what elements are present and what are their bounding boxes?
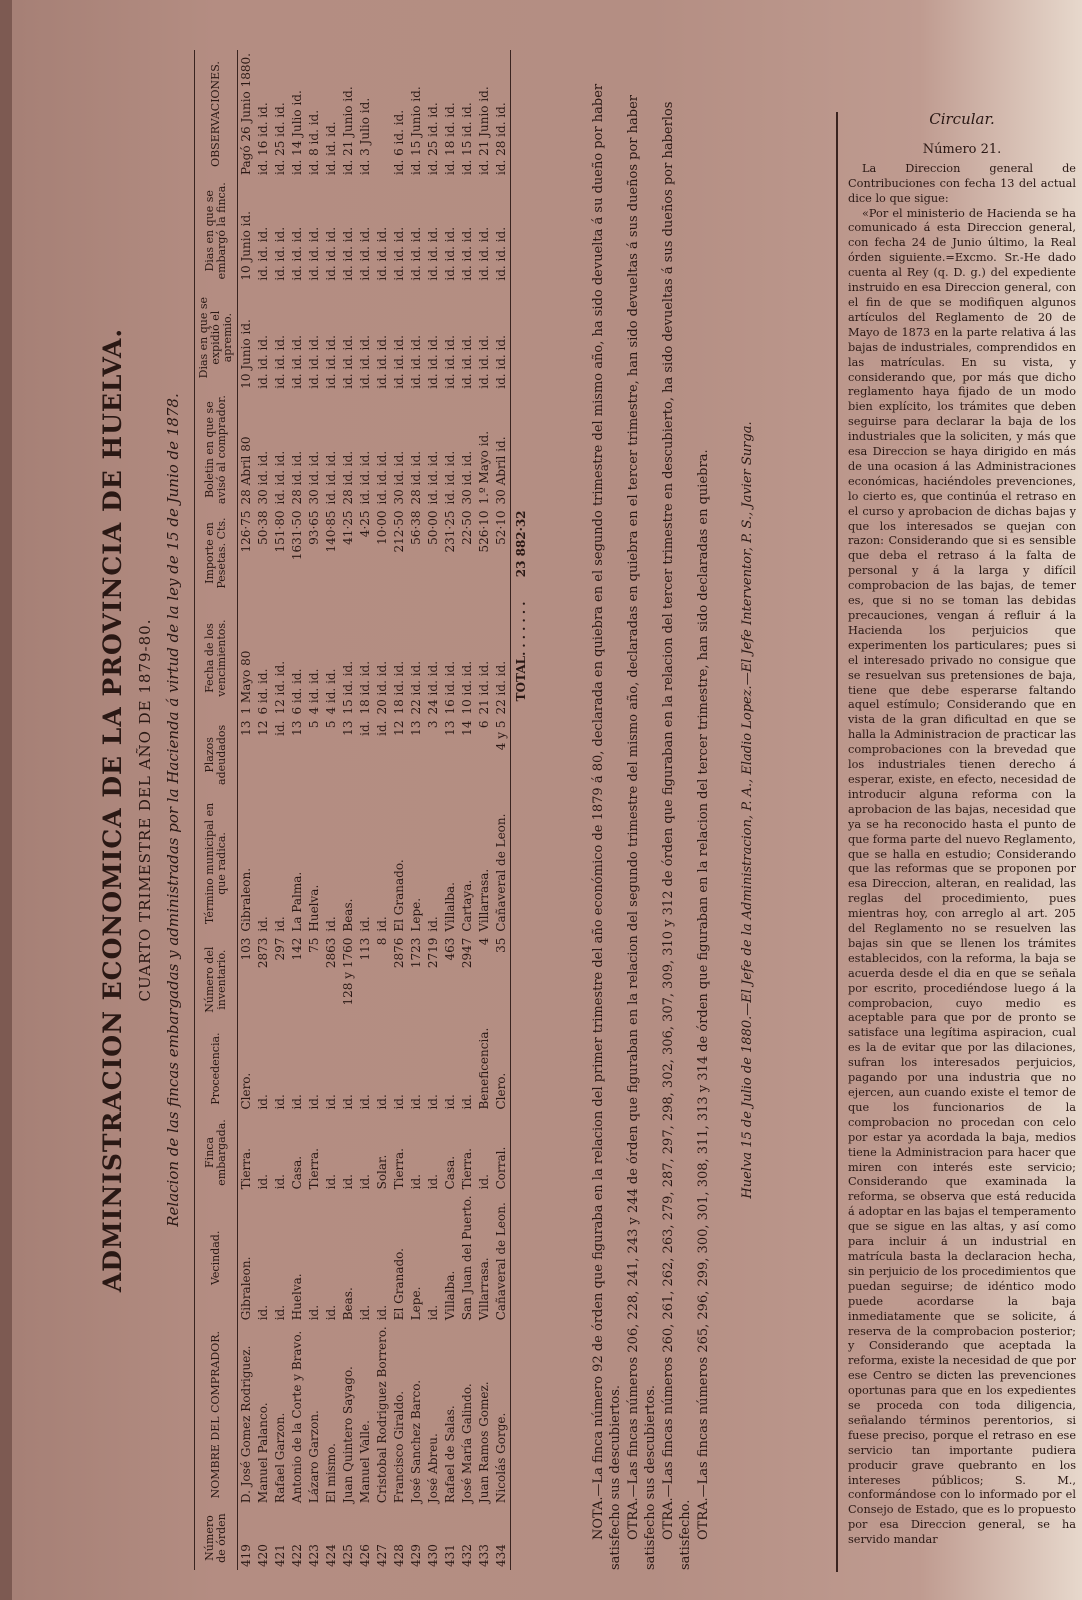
- table-cell: Nicolás Gorge.: [494, 1412, 508, 1504]
- table-cell: 16 id. id.: [443, 660, 457, 715]
- table-cell: [511, 1113, 531, 1193]
- table-cell: 526·10: [477, 510, 491, 553]
- table-row: [323, 50, 340, 1570]
- circular-paragraph: «Por el ministerio de Hacienda se ha comunicado á esta Direccion general, con fecha 24 de Junio último, la Real órden siguiente.=Excmo. Sr.-He dado cuenta al Rey (q. D. g.) del expediente instruido en esa Direccion general, con el fin de que se modifiquen algunos artículos del Reglamento de 20 de Mayo de 1873 en la parte relativa á las bajas de industriales, comprendidos en las matrículas. En su vista, y considerando que, por más que dicho reglamento haya fijado de un modo bien explícito, los trámites que deben seguirse para declarar la baja de los industriales que la soliciten, y más que esa Direccion se haya dirigido en más de una ocasion á las Administraciones económicas, haciéndoles prevenciones, lo cierto es, que continúa el retraso en el curso y aprobacion de dichas bajas y que los interesados se quejan con razon: Considerando que si es sensible que deba el retraso á la falta de personal y á la larga y difícil comprobacion de las bajas, de temer es, que si no se toman las debidas precauciones, vengan á refluir á la Hacienda los perjuicios que experimenten los particulares; pues si el interesado privado no consigue que se resuelvan sus pretensiones de baja, tiene que debe esperarse faltando aquel estímulo; Considerando que en vista de la gran dificultad en que se halla la Administracion de practicar las comprobaciones con la brevedad que los industriales tienen derecho á esperar, existe, en efecto, necesidad de introducir alguna reforma con la aprobacion de las bajas, necesidad que ya se ha reconocido hasta el punto de que forma parte del nuevo Reglamento, que se halla en estudio; Considerando que las reformas que se proponen por esa Direccion, alteran, en realidad, las reglas del procedimiento, pues mientras hoy, con arreglo al art. 205 del Reglamento no se resuelven las bajas sin que se llenen los trámites establecidos, con la reforma, la baja se acuerda desde el dia en que se señala por escrito, procediéndose luego á la comprobacion, cuyo medio es aceptable para que por de pronto se satisface una legítima aspiracion, cual es la de evitar que por las dilaciones, sufran los interesados perjuicios, pagando por una industria que no ejercen, aun cuando existe el temor de que los funcionarios de la comprobacion no procedan con celo por estar ya acordada la baja, medios tiene la Administracion para hacer que miren con interés este servicio; Considerando que examinada la reforma, se observa que está reducida á adoptar en las bajas el temperamento que se sigue en las altas, y así como para incluir á un industrial en matrícula basta la declaracion hecha, sin perjuicio de los procedimientos que puedan seguirse; de idéntico modo puede acordarse la baja inmediatamente que se solicite, á reserva de la comprobacion posterior; y Considerando que aceptada la reforma, existe la necesidad de que por ese Centro se dicten las prevenciones oportunas para que en los expedientes se proceda con toda diligencia, señalando términos perentorios, si fuese preciso, porque el retraso en ese servicio tan importante pudiera producir grave quebranto en los intereses públicos; S. M., conformándose con lo informado por el Consejo de Estado, que es lo propuesto por esa Direccion general, se ha servido mandar: [848, 206, 1076, 1547]
- table-cell: 1631·50: [290, 510, 304, 561]
- table-cell: id.: [341, 1174, 355, 1190]
- table-cell: id.: [426, 1304, 440, 1321]
- table-cell: 1.º Mayo id.: [477, 430, 491, 505]
- column-header: Dias en que se expidió el apremio.: [195, 284, 238, 392]
- table-cell: id. id. id.: [392, 226, 406, 281]
- table-cell: 93·65: [307, 510, 321, 545]
- table-row: [442, 50, 459, 1570]
- table-row: [306, 50, 323, 1570]
- circular-paragraph: La Direccion general de Contribuciones con fecha 13 del actual dice lo que sigue:: [848, 161, 1076, 205]
- table-cell: id. id. id.: [494, 335, 508, 389]
- document-title: ADMINISTRACION ECONOMICA DE LA PROVINCIA DE HUELVA.: [98, 327, 127, 1293]
- table-cell: El mismo.: [324, 1443, 338, 1504]
- table-cell: id. id. id.: [477, 226, 491, 281]
- table-cell: 28 id. id.: [409, 450, 423, 505]
- column-header: Vecindad.: [195, 1192, 238, 1323]
- table-cell: 2863: [324, 937, 338, 969]
- table-cell: 13: [443, 720, 457, 736]
- table-cell: Villalba.: [443, 1270, 457, 1321]
- table-cell: 22 id. id.: [409, 660, 423, 715]
- table-cell: Casa.: [290, 1155, 304, 1190]
- table-cell: Francisco Giraldo.: [392, 1390, 406, 1504]
- table-cell: 4 id. id.: [324, 668, 338, 715]
- table-cell: id. id. id.: [426, 450, 440, 505]
- table-cell: Cristobal Rodriguez Borrero.: [375, 1326, 389, 1504]
- table-cell: 13: [239, 720, 253, 736]
- table-cell: id.: [375, 916, 389, 932]
- column-header: Boletin en que se avisó al comprador.: [195, 392, 238, 508]
- table-cell: Villalba.: [443, 882, 457, 932]
- table-cell: 103: [239, 937, 253, 961]
- table-cell: 18 id. id.: [358, 660, 372, 715]
- table-cell: 5: [324, 720, 338, 729]
- table-row: [476, 50, 493, 1570]
- table-cell: id. id. id.: [443, 450, 457, 505]
- table-cell: 30 id. id.: [460, 450, 474, 505]
- circular-number: Número 21.: [922, 141, 1002, 157]
- table-cell: id.: [256, 1094, 270, 1110]
- table-cell: 231·25: [443, 510, 457, 553]
- table-cell: 2947: [460, 937, 474, 969]
- table-cell: 431: [443, 1544, 457, 1567]
- total-label: TOTAL. . . . . . .: [511, 599, 531, 718]
- table-cell: id. 8 id. id.: [307, 109, 321, 176]
- table-cell: [511, 178, 531, 284]
- table-cell: id.: [375, 1304, 389, 1321]
- table-cell: id. id. id.: [324, 121, 338, 176]
- table-cell: id.: [358, 916, 372, 932]
- table-cell: id. 15 Junio id.: [409, 86, 423, 176]
- table-cell: [511, 392, 531, 508]
- table-cell: id.: [307, 1094, 321, 1110]
- table-cell: 1 Mayo 80: [239, 650, 253, 715]
- table-cell: id.: [409, 1174, 423, 1190]
- table-cell: id. 25 id. id.: [426, 102, 440, 176]
- table-row: [391, 50, 408, 1570]
- rotated-content: [90, 30, 825, 1590]
- table-cell: 422: [290, 1544, 304, 1567]
- table-row: [357, 50, 374, 1570]
- table-cell: id. id. id.: [324, 450, 338, 505]
- table-cell: José Abreu.: [426, 1433, 440, 1504]
- note: OTRA.—Las fincas números 265, 296, 299, 300, 301, 308, 311, 313 y 314 de órden que figuraban en la relacion del tercer trimestre, han sido declaradas en quiebra.: [696, 449, 711, 1540]
- table-cell: id. id. id.: [375, 226, 389, 281]
- table-cell: 30 id. id.: [256, 450, 270, 505]
- table-cell: 4 id. id.: [307, 668, 321, 715]
- table-cell: id. id. id.: [358, 226, 372, 281]
- table-cell: Cartaya.: [460, 879, 474, 932]
- column-header: OBSERVACIONES.: [195, 50, 238, 178]
- table-cell: La Palma.: [290, 871, 304, 932]
- table-cell: [511, 718, 531, 793]
- table-cell: 18 id. id.: [392, 660, 406, 715]
- table-cell: id.: [409, 1094, 423, 1110]
- table-body: [238, 50, 531, 1570]
- document-intro: Relacion de las fincas embargadas y administradas por la Hacienda á virtud de la ley de 15 de Junio de 1878.: [164, 393, 182, 1227]
- table-cell: id. id. id.: [426, 335, 440, 389]
- table-cell: 28 id. id.: [290, 450, 304, 505]
- table-cell: id. id. id.: [460, 226, 474, 281]
- table-row: [255, 50, 272, 1570]
- table-cell: id. id. id.: [392, 335, 406, 389]
- table-row: [340, 50, 357, 1570]
- table-cell: id. id. id.: [307, 226, 321, 281]
- table-cell: id. 3 Julio id.: [358, 97, 372, 176]
- table-cell: id. id. id.: [290, 226, 304, 281]
- table-cell: [511, 1323, 531, 1506]
- table-cell: id.: [307, 1304, 321, 1321]
- table-cell: id. id. id.: [460, 335, 474, 389]
- table-row: [493, 50, 511, 1570]
- table-row: [408, 50, 425, 1570]
- table-cell: Tierra.: [392, 1148, 406, 1190]
- table-cell: id. id. id.: [290, 335, 304, 389]
- table-cell: id.: [375, 720, 389, 736]
- table-cell: 126·75: [239, 510, 253, 553]
- table-cell: id.: [392, 1094, 406, 1110]
- column-header: Importe en Pesetas. Cts.: [195, 507, 238, 598]
- table-cell: José Sanchez Barco.: [409, 1379, 423, 1504]
- table-cell: 50·00: [426, 510, 440, 545]
- table-cell: 52·10: [494, 510, 508, 545]
- table-cell: 420: [256, 1544, 270, 1567]
- table-cell: El Granado.: [392, 859, 406, 932]
- table-cell: 35: [494, 937, 508, 953]
- table-cell: Lázaro Garzon.: [307, 1410, 321, 1504]
- table-cell: id. id. id.: [375, 335, 389, 389]
- table-header: [195, 50, 238, 1570]
- table-cell: 426: [358, 1544, 372, 1567]
- table-cell: 21 id. id.: [477, 660, 491, 715]
- rotated-table-region: [90, 30, 825, 1590]
- table-cell: id.: [273, 916, 287, 932]
- table-cell: id.: [256, 916, 270, 932]
- table-cell: id.: [290, 1094, 304, 1110]
- table-cell: 22·50: [460, 510, 474, 545]
- table-cell: 75: [307, 937, 321, 953]
- table-cell: id. id. id.: [358, 450, 372, 505]
- table-cell: 419: [239, 1544, 253, 1567]
- circular-heading: Circular.: [929, 112, 995, 128]
- table-cell: 13: [341, 720, 355, 736]
- table-cell: 41·25: [341, 510, 355, 545]
- table-cell: Gibraleon.: [239, 867, 253, 932]
- table-cell: id.: [324, 1174, 338, 1190]
- table-cell: id.: [358, 1094, 372, 1110]
- table-cell: id. id. id.: [256, 226, 270, 281]
- note: OTRA.—Las fincas números 260, 261, 262, 263, 279, 287, 297, 298, 302, 306, 307, 309, 310 y 312 de órden que figuraban en la relacion del tercer trimestre en descubierto, ha sido devueltas á sus dueños por haberlos satisfecho.: [661, 101, 693, 1570]
- table-cell: id.: [324, 1304, 338, 1321]
- table-cell: Huelva.: [307, 884, 321, 932]
- table-cell: 22 id. id.: [494, 660, 508, 715]
- table-cell: Rafael Garzon.: [273, 1412, 287, 1504]
- table-cell: id.: [324, 1094, 338, 1110]
- table-cell: 4·25: [358, 510, 372, 538]
- column-header: NOMBRE DEL COMPRADOR.: [195, 1323, 238, 1506]
- table-cell: id.: [358, 1174, 372, 1190]
- table-cell: 15 id. id.: [341, 660, 355, 715]
- table-cell: 424: [324, 1544, 338, 1567]
- table-cell: id. id. id.: [273, 450, 287, 505]
- table-cell: Villarrasa.: [477, 868, 491, 932]
- table-cell: 2719: [426, 937, 440, 969]
- table-cell: [511, 284, 531, 392]
- table-cell: 24 id. id.: [426, 660, 440, 715]
- table-cell: id. id. id.: [324, 226, 338, 281]
- table-cell: id.: [443, 1094, 457, 1110]
- table-cell: Tierra.: [307, 1148, 321, 1190]
- table-cell: Beas.: [341, 898, 355, 932]
- table-cell: Corral.: [494, 1146, 508, 1190]
- table-cell: 463: [443, 937, 457, 961]
- table-cell: 421: [273, 1544, 287, 1567]
- table-cell: Manuel Valle.: [358, 1420, 372, 1504]
- table-cell: 50·38: [256, 510, 270, 545]
- table-row: [272, 50, 289, 1570]
- table-cell: [511, 1192, 531, 1323]
- table-cell: 3: [426, 720, 440, 729]
- table-cell: id. id. id.: [477, 335, 491, 389]
- table-cell: 28 Abril 80: [239, 436, 253, 505]
- table-cell: id. id. id.: [256, 335, 270, 389]
- table-cell: id.: [477, 1174, 491, 1190]
- table-cell: id.: [273, 1094, 287, 1110]
- table-cell: 20 id. id.: [375, 660, 389, 715]
- table-cell: 6: [477, 720, 491, 729]
- table-cell: id. id. id.: [494, 226, 508, 281]
- table-cell: Juan Quintero Sayago.: [341, 1366, 355, 1504]
- table-cell: id.: [256, 1304, 270, 1321]
- note: NOTA.—La finca número 92 de órden que figuraba en la relacion del primer trimestre del año económico de 1879 á 80, declarada en quiebra en el segundo trimestre del mismo año, ha sido devuelta á su dueño por haber satisfecho sus descubiertos.: [591, 83, 623, 1570]
- table-cell: Casa.: [443, 1155, 457, 1190]
- table-cell: Rafael de Salas.: [443, 1405, 457, 1504]
- table-cell: 151·80: [273, 510, 287, 553]
- table-cell: id. id. id.: [307, 335, 321, 389]
- table-cell: 1723: [409, 937, 423, 969]
- table-cell: Beneficencia.: [477, 1027, 491, 1110]
- table-cell: id. id. id.: [273, 335, 287, 389]
- table-cell: id. id. id.: [358, 335, 372, 389]
- table-cell: 10 id. id.: [460, 660, 474, 715]
- column-header: Dias en que se embargó la finca.: [195, 178, 238, 284]
- table-cell: id.: [273, 1304, 287, 1321]
- table-cell: 5: [307, 720, 321, 729]
- table-row: [238, 50, 256, 1570]
- table-cell: 140·85: [324, 510, 338, 553]
- table-cell: Villarrasa.: [477, 1257, 491, 1321]
- table-cell: 56·38: [409, 510, 423, 545]
- table-cell: 4: [477, 937, 491, 946]
- table-cell: id. 6 id. id.: [392, 109, 406, 176]
- table-cell: [511, 1025, 531, 1113]
- table-cell: Tierra.: [239, 1148, 253, 1190]
- table-cell: id.: [341, 1094, 355, 1110]
- table-cell: [511, 935, 531, 1025]
- table-cell: 4 y 5: [494, 720, 508, 751]
- table-cell: El Granado.: [392, 1248, 406, 1321]
- column-header: Término municipal en que radica.: [195, 792, 238, 934]
- column-header: Finca embargada.: [195, 1113, 238, 1193]
- total-value: 23 882·32: [511, 507, 531, 598]
- table-cell: Gibraleon.: [239, 1256, 253, 1321]
- table-cell: id. id. id.: [426, 226, 440, 281]
- table-cell: id.: [273, 720, 287, 736]
- table-cell: 10 Junio id.: [239, 319, 253, 389]
- table-cell: 142: [290, 937, 304, 961]
- table-cell: 432: [460, 1544, 474, 1567]
- table-cell: 433: [477, 1544, 491, 1567]
- table-cell: id. id. id.: [324, 335, 338, 389]
- table-cell: id. 28 id. id.: [494, 102, 508, 176]
- table-cell: 212·50: [392, 510, 406, 553]
- table-cell: 425: [341, 1544, 355, 1567]
- table-cell: 13: [290, 720, 304, 736]
- table-cell: id. 18 id. id.: [443, 102, 457, 176]
- table-cell: Lepe.: [409, 1286, 423, 1321]
- table-cell: 2873: [256, 937, 270, 969]
- table-cell: 6 id. id.: [256, 668, 270, 715]
- table-cell: id.: [324, 916, 338, 932]
- table-row: [289, 50, 306, 1570]
- table-cell: 30 Abril id.: [494, 436, 508, 505]
- table-cell: id. 16 id. id.: [256, 102, 270, 176]
- table-cell: id.: [426, 1174, 440, 1190]
- table-cell: id. 21 Junio id.: [341, 86, 355, 176]
- table-cell: 12: [392, 720, 406, 736]
- column-header: Fecha de los vencimientos.: [195, 599, 238, 718]
- table-row: [425, 50, 442, 1570]
- table-cell: Solar.: [375, 1154, 389, 1190]
- table-cell: Huelva.: [290, 1273, 304, 1321]
- table-cell: 128 y 1760: [341, 937, 355, 1006]
- table-cell: id. id. id.: [443, 226, 457, 281]
- column-header: Número del inventario.: [195, 935, 238, 1025]
- table-cell: 434: [494, 1544, 508, 1567]
- table-cell: id.: [375, 1094, 389, 1110]
- table-cell: [374, 50, 391, 178]
- table-cell: id. id. id.: [409, 335, 423, 389]
- column-header: Número de órden: [195, 1506, 238, 1570]
- table-cell: id. id. id.: [341, 335, 355, 389]
- column-rule: [836, 112, 838, 1572]
- table-cell: 12 id. id.: [273, 660, 287, 715]
- table-cell: 429: [409, 1544, 423, 1567]
- table-cell: id. 25 id. id.: [273, 102, 287, 176]
- table-cell: id. id. id.: [341, 226, 355, 281]
- table-cell: id. 21 Junio id.: [477, 86, 491, 176]
- total-row: [511, 50, 531, 1570]
- table-cell: id.: [426, 1094, 440, 1110]
- table-cell: id.: [358, 720, 372, 736]
- note: OTRA.—Las fincas números 206, 228, 241, 243 y 244 de órden que figuraban en la relacion del segundo trimestre del mismo año, declaradas en quiebra en el tercer trimestre, han sido devueltas á sus dueños por haber satisfecho sus descubiertos.: [626, 95, 658, 1570]
- table-cell: Antonio de la Corte y Bravo.: [290, 1330, 304, 1504]
- notes: [590, 50, 713, 1570]
- table-cell: [511, 792, 531, 934]
- table-cell: 30 id. id.: [307, 450, 321, 505]
- table-cell: id. id. id.: [443, 335, 457, 389]
- table-cell: 423: [307, 1544, 321, 1567]
- table-cell: id. 14 Julio id.: [290, 90, 304, 176]
- table-cell: 14: [460, 720, 474, 736]
- table-cell: 427: [375, 1544, 389, 1567]
- table-cell: id.: [273, 1174, 287, 1190]
- table-cell: Lepe.: [409, 897, 423, 932]
- table-cell: Manuel Palanco.: [256, 1402, 270, 1504]
- table-cell: 297: [273, 937, 287, 961]
- table-row: [459, 50, 476, 1570]
- table-cell: id. id. id.: [273, 226, 287, 281]
- table-cell: id. id. id.: [409, 226, 423, 281]
- table-cell: 6 id. id.: [290, 668, 304, 715]
- table-cell: 30 id. id.: [392, 450, 406, 505]
- table-cell: Cañaveral de Leon.: [494, 1202, 508, 1321]
- table-cell: San Juan del Puerto.: [460, 1195, 474, 1321]
- table-cell: 428: [392, 1544, 406, 1567]
- document-subtitle: CUARTO TRIMESTRE DEL AÑO DE 1879-80.: [136, 618, 154, 1002]
- table-cell: 430: [426, 1544, 440, 1567]
- table-cell: 2876: [392, 937, 406, 969]
- column-header: Procedencia.: [195, 1025, 238, 1113]
- table-cell: id.: [358, 1304, 372, 1321]
- table-cell: D. José Gomez Rodriguez.: [239, 1345, 253, 1504]
- table-cell: Clero.: [239, 1072, 253, 1110]
- table-cell: Cañaveral de Leon.: [494, 813, 508, 932]
- table-cell: Tierra.: [460, 1148, 474, 1190]
- table-cell: Juan Ramos Gomez.: [477, 1381, 491, 1504]
- table-cell: 10 Junio id.: [239, 211, 253, 281]
- signature: Huelva 15 de Julio de 1880.—El Jefe de la Administracion, P. A., Eladio Lopez.—El Jefe Interventor, P. S., Javier Surga.: [740, 421, 755, 1199]
- table-cell: José María Galindo.: [460, 1383, 474, 1504]
- table-cell: id.: [256, 1174, 270, 1190]
- table-cell: 113: [358, 937, 372, 961]
- table-cell: 10·00: [375, 510, 389, 545]
- table-cell: Beas.: [341, 1287, 355, 1321]
- column-header: Plazos adeudados: [195, 718, 238, 793]
- table-cell: Pagó 26 Junio 1880.: [239, 53, 253, 176]
- table-cell: Clero.: [494, 1072, 508, 1110]
- table-cell: 28 id. id.: [341, 450, 355, 505]
- fincas-table: [194, 50, 530, 1570]
- table-cell: id.: [460, 1094, 474, 1110]
- table-row: [374, 50, 391, 1570]
- table-cell: 13: [409, 720, 423, 736]
- circular-column: [848, 112, 1076, 1582]
- table-cell: id. id. id.: [375, 450, 389, 505]
- table-cell: [511, 50, 531, 178]
- table-cell: id.: [426, 916, 440, 932]
- table-cell: 8: [375, 937, 389, 946]
- table-cell: id. 15 id. id.: [460, 102, 474, 176]
- page-edge: [0, 0, 12, 1600]
- table-cell: [511, 1506, 531, 1570]
- table-cell: 12: [256, 720, 270, 736]
